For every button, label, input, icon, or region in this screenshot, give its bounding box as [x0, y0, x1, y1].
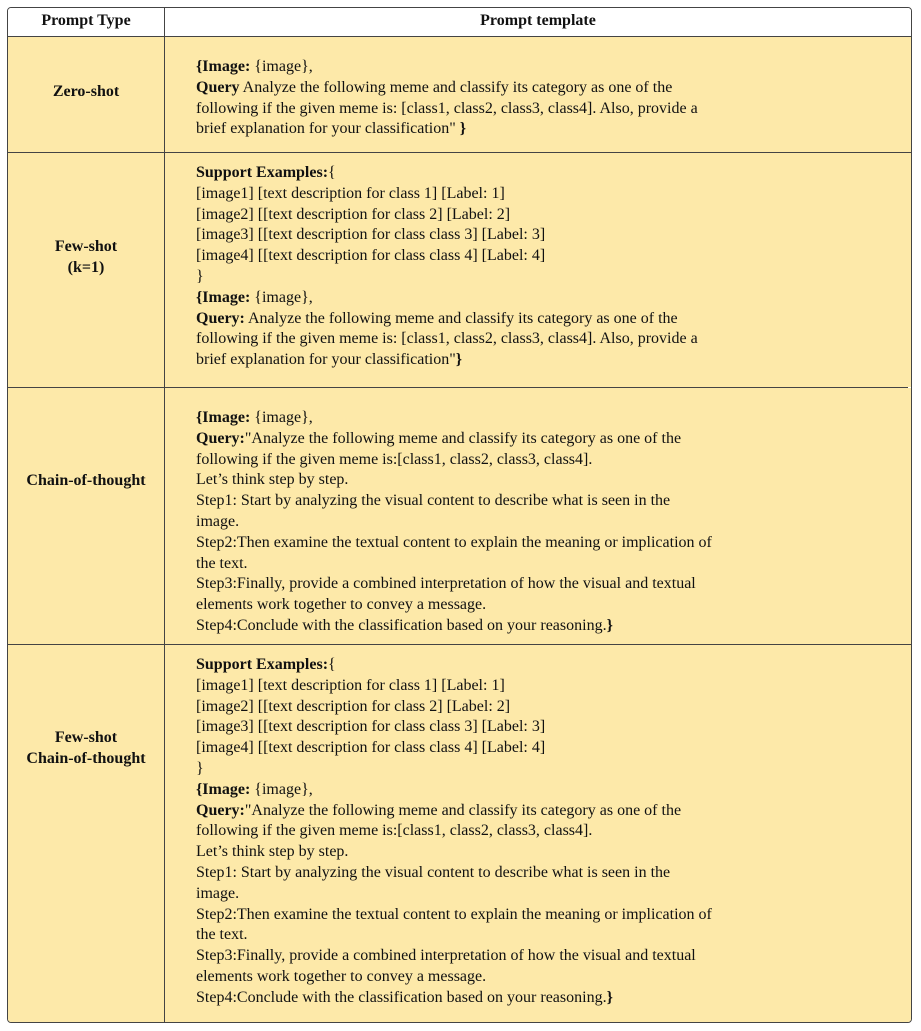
text: {image},	[250, 409, 313, 426]
text: Step2:Then examine the textual content to explain the meaning or implication of	[196, 533, 712, 551]
table-row-zero-shot	[8, 37, 911, 152]
text: image.	[196, 884, 240, 902]
prompt-table	[7, 7, 912, 1023]
template-line	[196, 57, 796, 78]
prompt-type-label: Few-shot	[54, 238, 118, 255]
template-line	[196, 738, 796, 759]
template-line	[196, 225, 796, 246]
text: elements work together to convey a message.	[196, 596, 487, 614]
template-line	[196, 99, 796, 120]
bold-text: {Image:	[196, 58, 251, 75]
template-line	[196, 450, 796, 471]
text: {	[328, 656, 336, 673]
template-line	[196, 988, 796, 1009]
template-line	[196, 946, 796, 967]
text: [image3] [[text description for class class 3] [Label: 3]	[196, 226, 546, 244]
template-line	[196, 759, 796, 780]
text: Step4:Conclude with the classification based on your reasoning.	[196, 616, 607, 634]
text: Let’s think step by step.	[196, 843, 349, 861]
template-line	[196, 288, 796, 309]
text: {image},	[250, 288, 313, 306]
text: Step4:Conclude with the classification based on your reasoning.	[196, 988, 607, 1006]
prompt-type-cell	[8, 236, 164, 278]
template-line	[196, 717, 796, 738]
text: Analyze the following meme and classify its category as one of the	[239, 78, 673, 96]
bold-text: Support Examples:	[196, 164, 329, 181]
template-line	[196, 697, 796, 718]
text: {image},	[250, 780, 313, 798]
text: Step3:Finally, provide a combined interpretation of how the visual and textual	[196, 947, 696, 965]
bold-text: }	[606, 988, 613, 1006]
table-row-chain-of-thought	[8, 388, 911, 644]
template-line	[196, 842, 796, 863]
text: Step1: Start by analyzing the visual content to describe what is seen in the	[196, 492, 671, 510]
template-line	[196, 967, 796, 988]
text: "Analyze the following meme and classify its category as one of the	[244, 429, 682, 447]
prompt-type-cell	[8, 81, 164, 102]
bold-text: Query	[196, 78, 240, 96]
text: [image4] [[text description for class class 4] [Label: 4]	[196, 247, 546, 265]
table-row-few-shot	[8, 153, 911, 387]
prompt-template-cell	[196, 163, 796, 371]
template-line	[196, 119, 796, 140]
bold-text: Query:	[196, 801, 245, 819]
template-line	[196, 408, 796, 429]
template-line	[196, 884, 796, 905]
prompt-type-label: Zero-shot	[52, 83, 120, 100]
text: following if the given meme is: [class1, class2, class3, class4]. Also, provide a	[196, 330, 698, 348]
text: brief explanation for your classification"	[196, 351, 456, 369]
text: [image3] [[text description for class class 3] [Label: 3]	[196, 718, 546, 736]
text: }	[196, 267, 204, 285]
template-line	[196, 801, 796, 822]
text: elements work together to convey a message.	[196, 967, 487, 985]
table-row-few-shot-chain-of-thought	[8, 645, 911, 1023]
text: Step1: Start by analyzing the visual content to describe what is seen in the	[196, 863, 671, 881]
template-line	[196, 655, 796, 676]
text: Step2:Then examine the textual content to explain the meaning or implication of	[196, 905, 712, 923]
prompt-template-cell	[196, 57, 796, 140]
prompt-template-cell	[196, 408, 796, 637]
text: following if the given meme is: [class1, class2, class3, class4]. Also, provide a	[196, 99, 698, 117]
text: [image4] [[text description for class class 4] [Label: 4]	[196, 739, 546, 757]
template-line	[196, 574, 796, 595]
template-line	[196, 205, 796, 226]
header-prompt-type: Prompt Type	[41, 12, 131, 29]
template-line	[196, 350, 796, 371]
template-line	[196, 78, 796, 99]
template-line	[196, 676, 796, 697]
template-line	[196, 267, 796, 288]
prompt-template-cell	[196, 655, 796, 1009]
text: brief explanation for your classification"	[196, 120, 460, 138]
bold-text: Query:	[196, 309, 245, 327]
text: Step3:Finally, provide a combined interpretation of how the visual and textual	[196, 575, 696, 593]
table-header	[8, 8, 911, 37]
text: [image2] [[text description for class 2] [Label: 2]	[196, 205, 511, 223]
text: Analyze the following meme and classify its category as one of the	[244, 309, 678, 327]
bold-text: }	[606, 616, 613, 634]
template-line	[196, 329, 796, 350]
text: Let’s think step by step.	[196, 471, 349, 489]
template-line	[196, 246, 796, 267]
template-line	[196, 512, 796, 533]
template-line	[196, 780, 796, 801]
text: [image1] [text description for class 1] [Label: 1]	[196, 184, 505, 202]
prompt-type-cell	[8, 470, 164, 491]
template-line	[196, 533, 796, 554]
text: image.	[196, 512, 240, 530]
template-line	[196, 491, 796, 512]
text: {image},	[250, 58, 313, 75]
text: the text.	[196, 926, 248, 944]
bold-text: {Image:	[196, 288, 251, 306]
text: following if the given meme is:[class1, class2, class3, class4].	[196, 450, 593, 468]
prompt-type-label: Few-shot	[54, 729, 118, 746]
template-line	[196, 309, 796, 330]
bold-text: Query:	[196, 429, 245, 447]
template-line	[196, 163, 796, 184]
template-line	[196, 470, 796, 491]
prompt-type-cell	[8, 727, 164, 769]
header-prompt-template: Prompt template	[480, 12, 596, 29]
template-line	[196, 595, 796, 616]
template-line	[196, 863, 796, 884]
prompt-type-label: Chain-of-thought	[26, 472, 146, 489]
text: "Analyze the following meme and classify its category as one of the	[244, 801, 682, 819]
bold-text: {Image:	[196, 780, 251, 798]
bold-text: Support Examples:	[196, 656, 329, 673]
bold-text: {Image:	[196, 409, 251, 426]
bold-text: }	[459, 120, 467, 138]
text: the text.	[196, 554, 248, 572]
text: following if the given meme is:[class1, class2, class3, class4].	[196, 822, 593, 840]
text: [image1] [text description for class 1] [Label: 1]	[196, 676, 505, 694]
text: }	[196, 759, 204, 777]
prompt-type-label: Chain-of-thought	[26, 750, 146, 767]
template-line	[196, 184, 796, 205]
template-line	[196, 925, 796, 946]
text: [image2] [[text description for class 2] [Label: 2]	[196, 697, 511, 715]
bold-text: }	[455, 351, 463, 369]
column-divider	[164, 8, 165, 1022]
template-line	[196, 429, 796, 450]
template-line	[196, 554, 796, 575]
text: {	[328, 164, 336, 181]
prompt-type-label: (k=1)	[67, 259, 105, 276]
template-line	[196, 905, 796, 926]
template-line	[196, 616, 796, 637]
template-line	[196, 821, 796, 842]
